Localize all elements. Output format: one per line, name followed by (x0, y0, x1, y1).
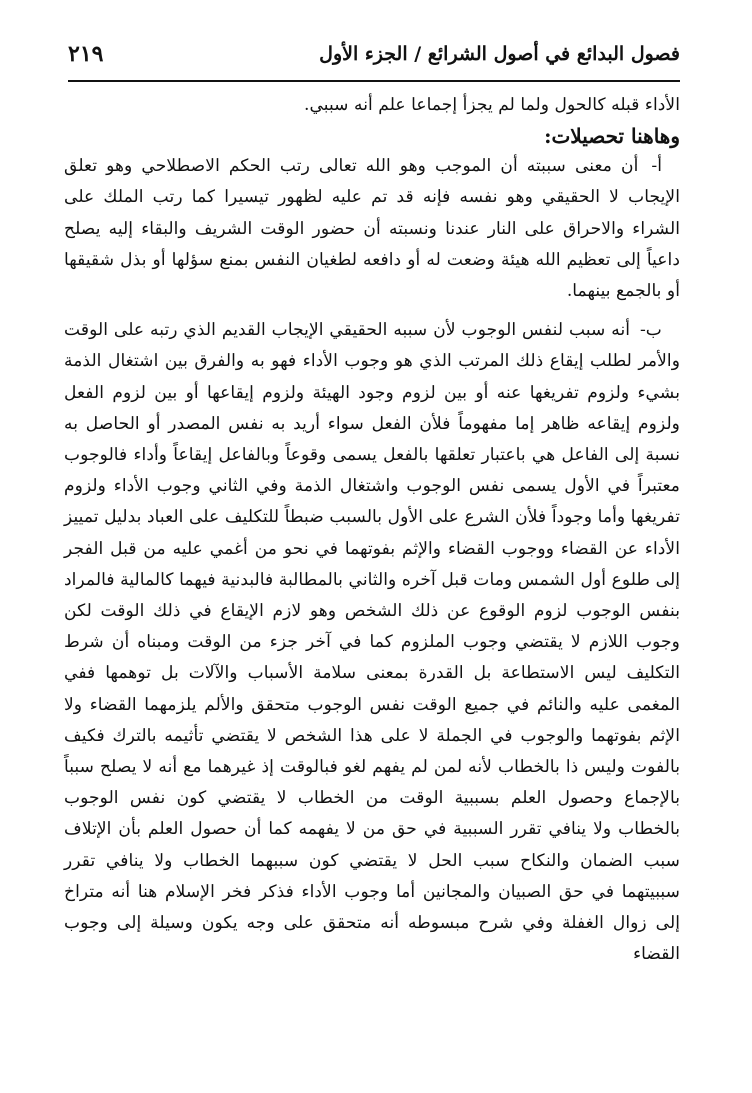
running-title: فصول البدائع في أصول الشرائع / الجزء الأول (319, 43, 680, 65)
continuation-line: الأداء قبله كالحول ولما لم يجزأ إجماعا علم أنه سببي. (304, 95, 680, 115)
page-header (68, 34, 680, 74)
paragraph-text: أن معنى سببته أن الموجب وهو الله تعالى رتب الحكم الاصطلاحي وهو تعلق الإيجاب لا الحقيقي وهو نفسه فإنه قد تم عليه لظهور تيسيرا كما رتب الملك على الشراء والاحراق على النار عندنا ونسبته أن حضور الوقت الشريف والبقاء إليه يصلح داعياً إلى تعظيم الله هيئة وضعت له أو دافعه لطغيان النفس بمنع سؤلها أو بذل شقيقها أو بالجمع بينهما. (64, 156, 680, 302)
section-heading: وهاهنا تحصيلات: (544, 124, 680, 149)
paragraph-ba (64, 315, 680, 970)
paragraph-alif (64, 151, 680, 307)
page-number: ٢١٩ (68, 41, 104, 67)
body-text (64, 90, 680, 970)
paragraph-text: أنه سبب لنفس الوجوب لأن سببه الحقيقي الإيجاب القديم الذي رتبه على الوقت والأمر لطلب إيقاع ذلك المرتب الذي هو وجوب الأداء فهو به والفرق بين اشتغال الذمة بشيء ولزوم تفريغها عنه أو بين لزوم وجود الهيئة ولزوم إيقاعها أو بين لزوم الفعل ولزوم إيقاعه ظاهر إما مفهوماً فلأن الفعل سواء أريد به نفس المصدر أو الحاصل به نسبة إلى الفاعل هي باعتبار تعلقها بالفعل يسمى وقوعاً وبالفاعل إيقاعاً وأداء فالوجوب معتبراً في الأول يسمى نفس الوجوب واشتغال الذمة وفي الثاني وجوب الأداء ولزوم تفريغها وأما وجوداً فلأن الشرع على الأول بالسبب ضبطاً للتكليف على العباد بدليل تمييز الأداء عن القضاء ووجوب القضاء والإثم بفوتهما في نحو من أغمي عليه من قبل الفجر إلى طلوع أول الشمس ومات قبل آخره والثاني بالمطالبة فالبدنية فيهما كالمالية فالمراد بنفس الوجوب لزوم الوقوع عن ذلك الشخص وهو لازم الإيقاع في ذلك الوقت لكن وجوب اللازم لا يقتضي وجوب الملزوم كما في آخر جزء من الوقت ومبناه أن شرط التكليف ليس الاستطاعة بل القدرة بمعنى سلامة الأسباب والآلات بل توهمها ففي المغمى عليه والنائم في جميع الوقت نفس الوجوب متحقق والألم يلزمهما القضاء ولا الإثم بفوتهما والوجوب في الجملة لا على هذا الشخص لا يقتضي تأثيمه بالترك فكيف بالفوت وليس ذا بالخطاب لأنه لمن لم يفهم لغو فبالوقت إذ غيرهما مع أنه لا يصلح سبباً بالإجماع وحصول العلم بسببية الوقت من الخطاب لا يقتضي كون نفس الوجوب بالخطاب ولا ينافي تقرر السببية في حق من لا يفهمه كما أن حصول العلم بأن الإتلاف سبب الضمان والنكاح سبب الحل لا يقتضي كون سببهما الخطاب ولا ينافي تقرر سببيتهما في حق الصبيان والمجانين أما وجوب الأداء فذكر فخر الإسلام هنا أنه متراخ إلى زوال الغفلة وفي شرح مبسوطه أنه متحقق على وجه يكون وسيلة إلى وجوب القضاء (64, 320, 680, 965)
paragraph-marker: أ- (651, 156, 662, 177)
paragraph-marker: ب- (640, 320, 662, 341)
header-rule (68, 80, 680, 82)
